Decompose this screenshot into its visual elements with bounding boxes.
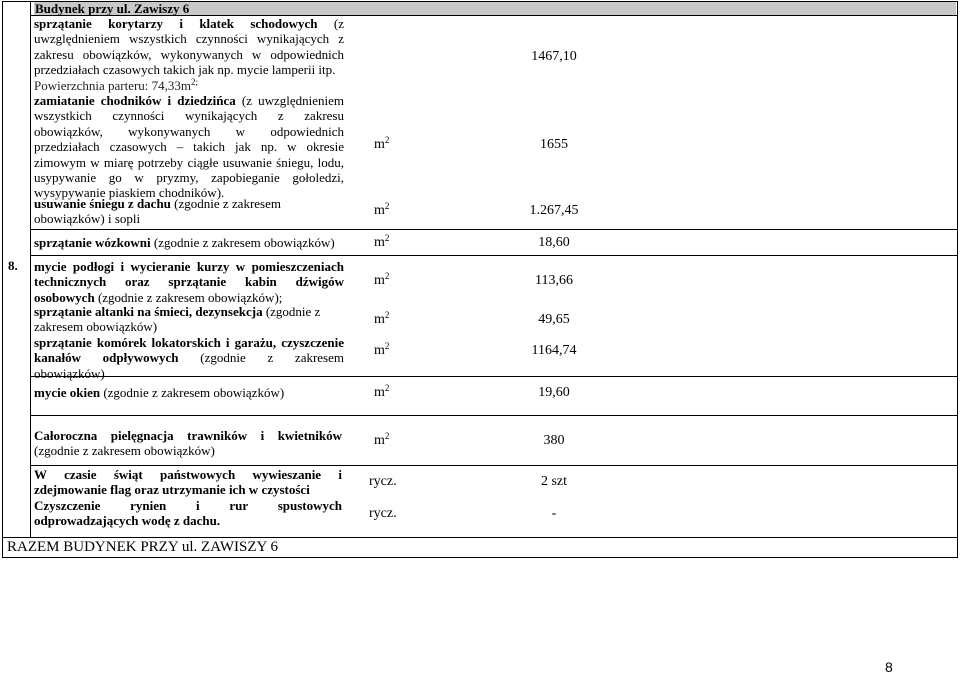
item-description: (zgodnie z zakresem obowiązków): [153, 235, 335, 250]
table-border-right: [957, 1, 958, 557]
item-value: 18,60: [538, 235, 570, 250]
unit-sup: 2: [384, 310, 390, 320]
item-title: sprzątanie wózkowni: [34, 235, 151, 250]
item-description: (zgodnie z zakresem obowiązków) i sopli: [34, 196, 281, 227]
row-divider-4: [30, 415, 958, 416]
item-unit: [374, 137, 389, 153]
item-description: (z uwzględnieniem wszystkich czynności wynikających z zakresu obowiązków, wykonywanych w odpowiednich przedziałach czasowych takich jak np. mycie lamperii itp.: [34, 16, 344, 78]
item-sidewalks: [34, 93, 344, 201]
item-storage-garage: [34, 335, 344, 381]
item-value: 380: [543, 433, 565, 448]
item-description: (zgodnie z zakresem obowiązków): [103, 385, 285, 400]
item-value: 113,66: [535, 273, 573, 288]
item-roof-snow: [34, 196, 294, 227]
item-title: usuwanie śniegu z dachu: [34, 196, 171, 211]
item-corridors: [34, 16, 344, 78]
row-divider-5: [30, 465, 958, 466]
item-title: W czasie świąt państwowych wywieszanie i zdejmowanie flag oraz utrzymanie ich w czystości: [34, 467, 342, 498]
item-unit: [374, 312, 389, 328]
item-window-cleaning: [34, 385, 364, 400]
item-description: (z uwzględnieniem wszystkich czynności wynikających z zakresu obowiązków, wykonywanych w odpowiednich przedziałach czasowych – takich jak np. w okresie zimowym w miarę potrzeby ciągłe usuwanie śniegu, lodu, usypywanie go w pryzmy, zapobieganie gołoledzi, wysypywanie piaskiem chodników).: [34, 93, 345, 201]
item-title: mycie podłogi i wycieranie kurzy w pomieszczeniach technicznych oraz sprzątanie kabin dźwigów osobowych: [34, 259, 344, 305]
ground-floor-area-note: [34, 78, 198, 93]
item-value: 1467,10: [531, 49, 577, 64]
item-unit: rycz.: [369, 474, 397, 489]
item-title: Całoroczna pielęgnacja trawników i kwietników: [34, 428, 342, 443]
building-header: Budynek przy ul. Zawiszy 6: [35, 1, 190, 16]
note-sup: 2;: [191, 77, 199, 87]
item-description: (zgodnie z zakresem obowiązków): [34, 443, 215, 459]
item-title: mycie okien: [34, 385, 101, 400]
item-value: 49,65: [538, 312, 570, 327]
unit-text: m: [374, 385, 385, 400]
item-garbage-shelter: [34, 304, 344, 335]
item-title: sprzątanie korytarzy i klatek schodowych: [34, 16, 318, 31]
note-label: Powierzchnia parteru: 74,33m: [34, 78, 192, 93]
item-technical-rooms: [34, 259, 344, 305]
item-title: sprzątanie komórek lokatorskich i garażu, czyszczenie kanałów odpływowych: [34, 335, 344, 366]
table-border-bottom: [2, 557, 958, 558]
item-value: 1655: [540, 137, 568, 152]
item-value: 1.267,45: [529, 203, 579, 218]
row-divider-1: [30, 229, 958, 230]
unit-text: m: [374, 137, 385, 152]
row-number: 8.: [8, 258, 18, 273]
unit-sup: 2: [384, 341, 390, 351]
item-unit: [374, 203, 389, 219]
unit-text: m: [374, 273, 385, 288]
unit-text: m: [374, 343, 385, 358]
item-title: Czyszczenie rynien i rur spustowych odprowadzających wodę z dachu.: [34, 498, 342, 529]
building-total-label: RAZEM BUDYNEK PRZY ul. ZAWISZY 6: [7, 539, 279, 555]
page-number: 8: [885, 659, 893, 675]
item-title: zamiatanie chodników i dziedzińca: [34, 93, 236, 108]
unit-sup: 2: [384, 271, 390, 281]
item-unit: [374, 273, 389, 289]
item-value: 2 szt: [540, 474, 568, 489]
unit-text: m: [374, 203, 385, 218]
unit-text: m: [374, 433, 385, 448]
item-flags: [34, 467, 342, 498]
number-column-divider: [30, 1, 31, 537]
unit-sup: 2: [384, 383, 390, 393]
unit-text: m: [374, 235, 385, 250]
unit-sup: 2: [384, 135, 390, 145]
item-title: sprzątanie altanki na śmieci, dezynsekcja: [34, 304, 263, 319]
unit-sup: 2: [384, 233, 390, 243]
item-unit: rycz.: [369, 506, 397, 521]
item-unit: [374, 385, 389, 401]
item-value: 1164,74: [531, 343, 577, 358]
item-unit: [374, 235, 389, 251]
item-description: (zgodnie z zakresem obowiązków): [34, 304, 321, 335]
item-value: -: [551, 506, 557, 521]
item-description: (zgodnie z zakresem obowiązków);: [97, 289, 283, 305]
item-stroller-room: [34, 235, 364, 250]
unit-sup: 2: [384, 431, 390, 441]
table-border-left: [2, 1, 3, 557]
item-unit: [374, 343, 389, 359]
row-divider-2: [30, 255, 958, 256]
unit-text: m: [374, 312, 385, 327]
item-unit: [374, 433, 389, 449]
item-lawn-care: [34, 428, 342, 459]
item-value: 19,60: [538, 385, 570, 400]
item-gutters: [34, 498, 342, 529]
item-description: (zgodnie z zakresem obowiązków): [34, 350, 345, 381]
unit-sup: 2: [384, 201, 390, 211]
